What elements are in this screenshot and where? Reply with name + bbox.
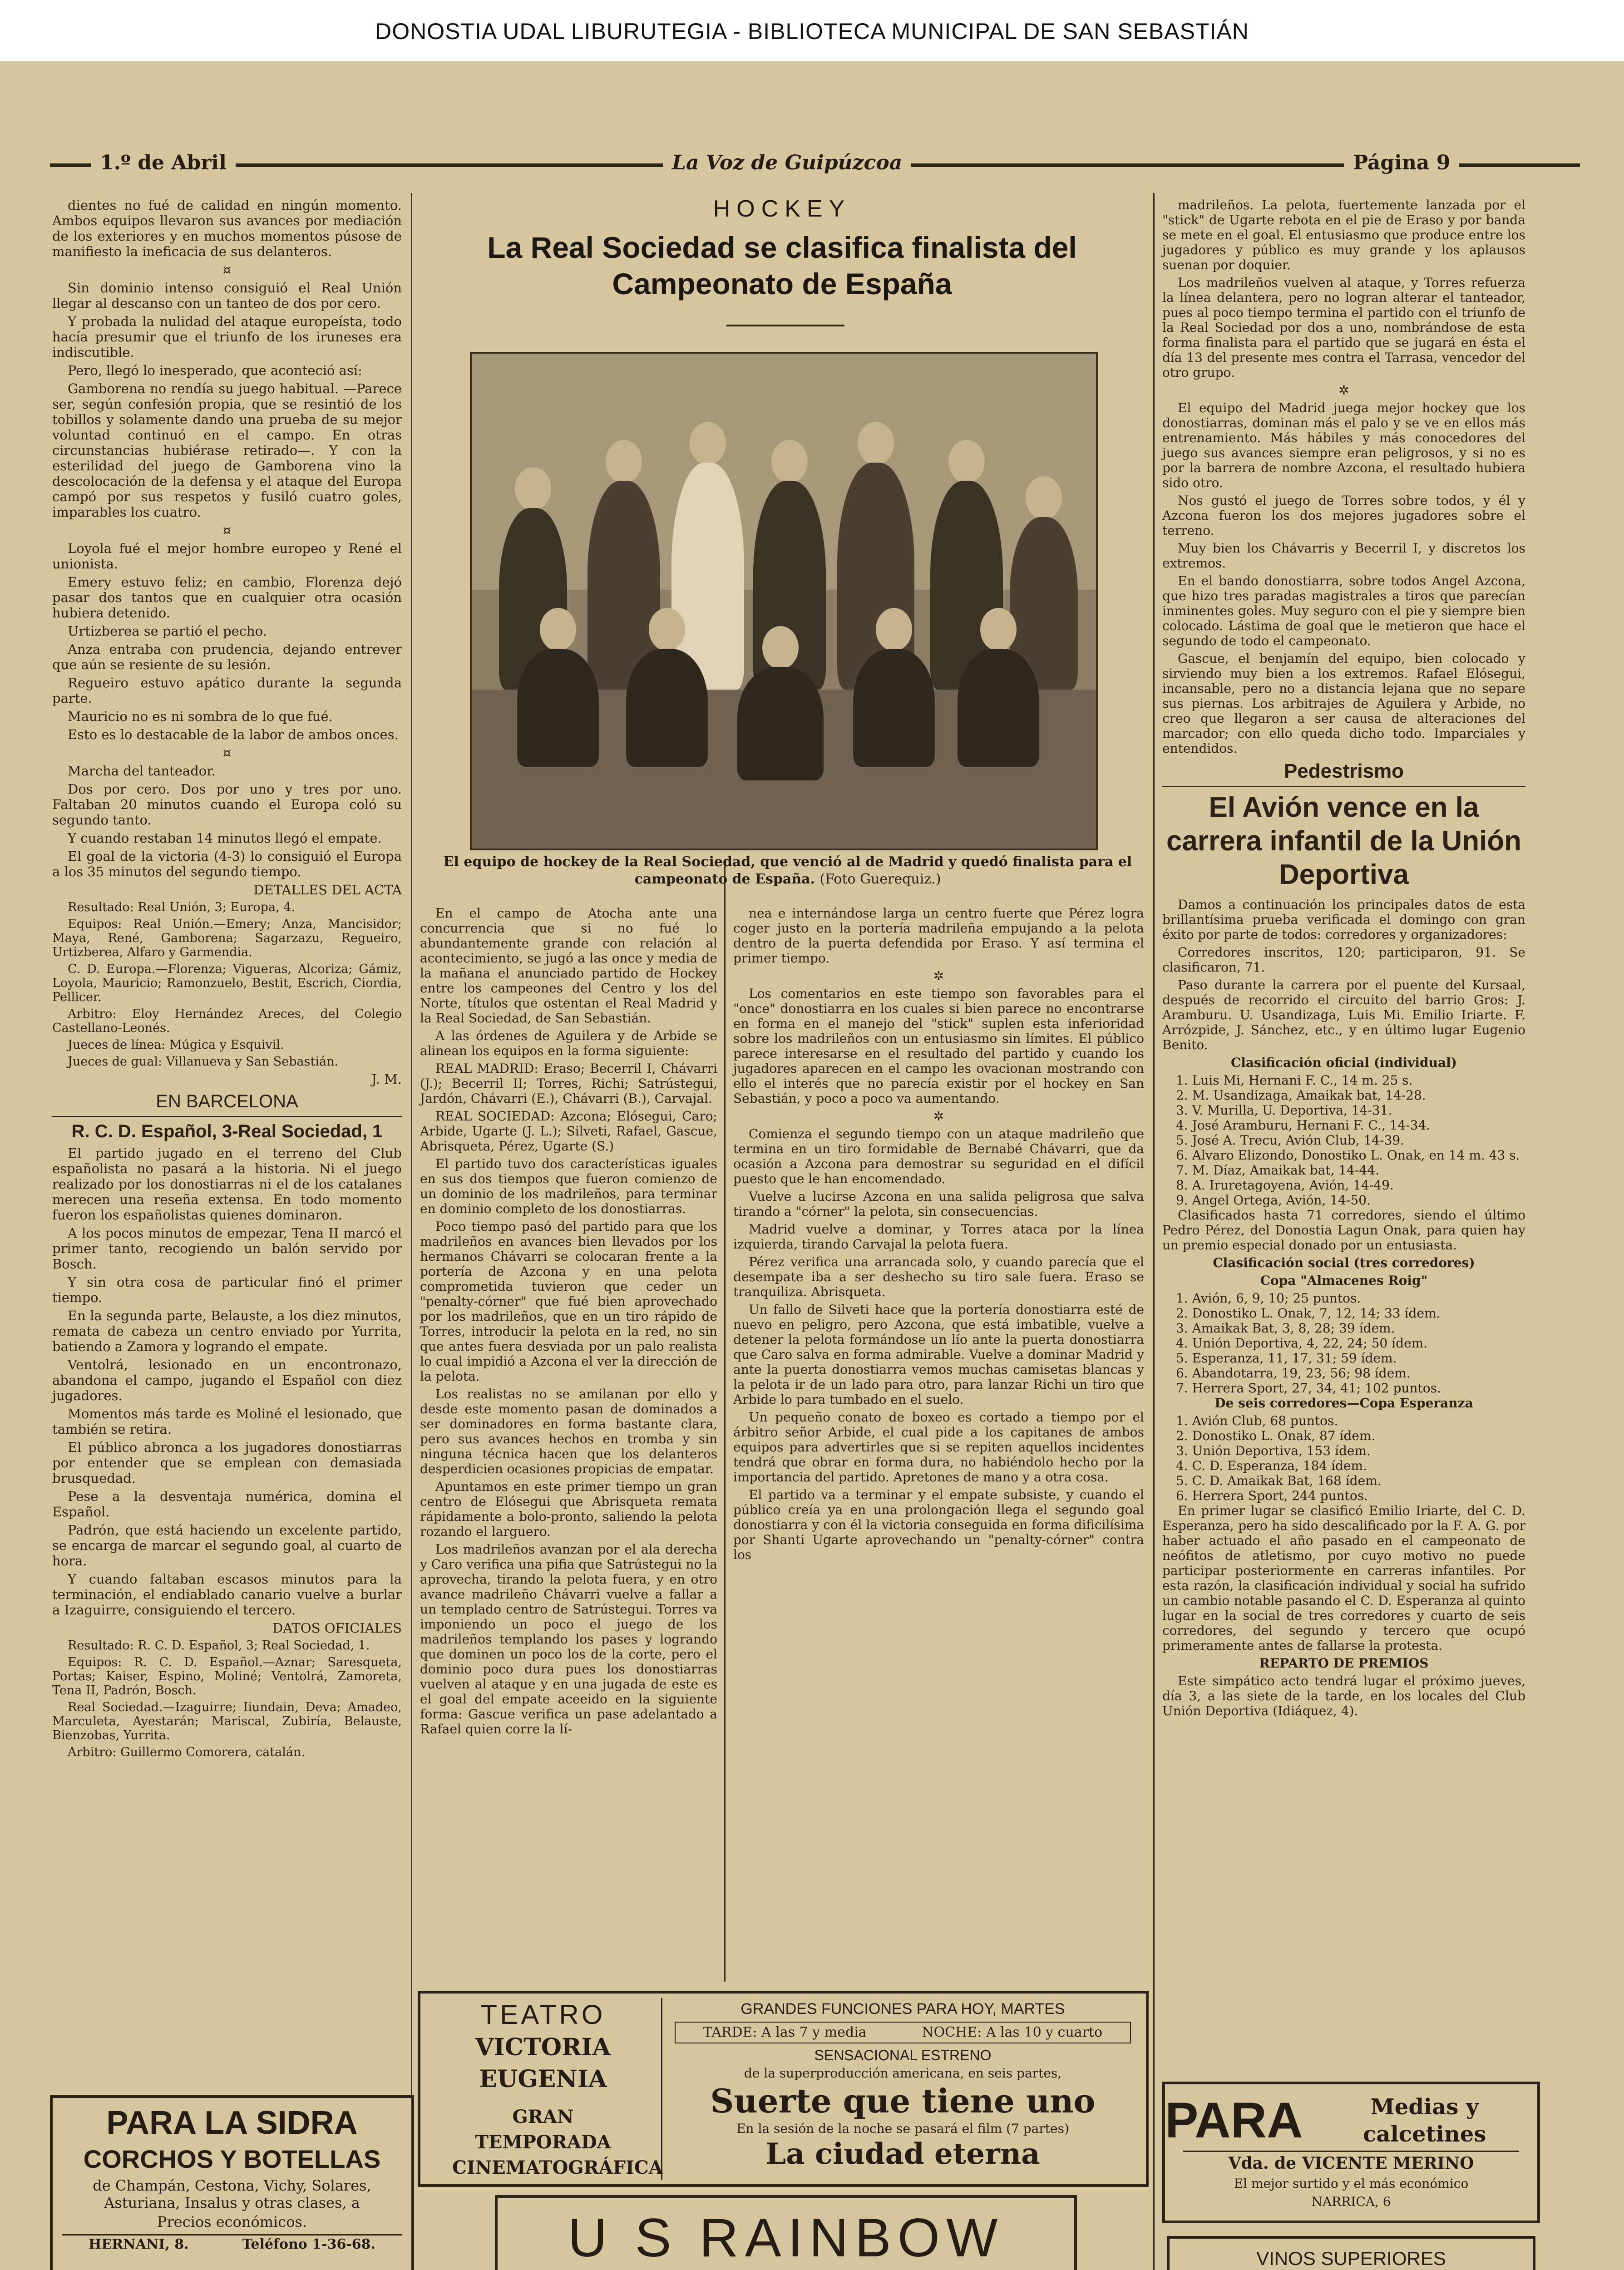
ad-teatro-afternoon: TARDE: A las 7 y media xyxy=(703,2024,867,2040)
article-paragraph: A los pocos minutos de empezar, Tena II marcó el primer tanto, recogiendo un balón servido por Bosch. xyxy=(52,1225,402,1272)
article-paragraph: Gascue, el benjamín del equipo, bien colocado y sirviendo muy bien a los extremos. Rafael Elósegui, incansable, pero no a distancia lejana que no separe sus piernas. Los arbitrajes de Aguilera y Arbide, no creo que llegaron a ser causa de alteraciones del marcador; con ello queda dicho todo. Imparciales y entendidos. xyxy=(1162,651,1525,756)
article-paragraph: Mauricio no es ni sombra de lo que fué. xyxy=(68,709,333,724)
ad-sidra-address: HERNANI, 8. xyxy=(89,2236,189,2252)
library-banner: DONOSTIA UDAL LIBURUTEGIA - BIBLIOTECA MUNICIPAL DE SAN SEBASTIÁN xyxy=(375,19,1249,44)
player-head xyxy=(876,608,912,651)
article-paragraph: Resultado: R. C. D. Español, 3; Real Sociedad, 1. xyxy=(68,1638,370,1653)
ad-rainbow-brand: U S RAINBOW xyxy=(568,2207,1004,2268)
author-signature: J. M. xyxy=(371,1071,402,1087)
ad-sidra-title: PARA LA SIDRA xyxy=(106,2105,358,2141)
article-headline: R. C. D. Español, 3-Real Sociedad, 1 xyxy=(52,1116,402,1143)
article-paragraph: En el bando donostiarra, sobre todos Angel Azcona, que hizo tres paradas magistrales a tiros que parecían inminentes goles. Muy seguro con el pie y siempre bien colocado. Lástima de goal que le metieron que hace el segundo de todo el campeonato. xyxy=(1162,573,1525,648)
newspaper-page xyxy=(0,61,1624,2270)
player-head xyxy=(690,422,726,465)
article-paragraph: nea e internándose larga un centro fuerte que Pérez logra coger justo en la portería madrileña empujando a la pelota dentro de la puerta defendida por Eraso. Y así termina el primer tiempo. xyxy=(733,906,1144,966)
ad-gabarain xyxy=(1167,2236,1535,2270)
separator: ¤ xyxy=(222,523,232,538)
ad-sidra xyxy=(50,2095,414,2270)
classification-row: 1. Luis Mi, Hernani F. C., 14 m. 25 s. xyxy=(1176,1073,1413,1088)
player-head xyxy=(1026,476,1062,519)
article-paragraph: Vuelve a lucirse Azcona en una salida peligrosa que salva tirando a "córner" la pelota, sin consecuencias. xyxy=(733,1189,1144,1219)
article-paragraph: Y cuando faltaban escasos minutos para la terminación, el endiablado canario vuelve a burlar a Izaguirre, consiguiendo el tercero. xyxy=(52,1571,402,1618)
classification-row: 2. M. Usandizaga, Amaikak bat, 14-28. xyxy=(1176,1088,1426,1103)
article-paragraph: Esto es lo destacable de la labor de ambos onces. xyxy=(68,727,399,742)
article-paragraph: Pérez verifica una arrancada solo, y cuando parecía que el desempate iba a ser deshecho su tiro sale fuera. Eraso se tranquiliza. Abrisqueta. xyxy=(733,1254,1144,1299)
article-paragraph: Momentos más tarde es Moliné el lesionado, que también se retira. xyxy=(52,1406,402,1437)
ad-teatro-film2: La ciudad eterna xyxy=(765,2137,1040,2171)
article-paragraph: Comienza el segundo tiempo con un ataque madrileño que termina en un tiro formidable de Bernabé Chávarri, que da ocasión a Azcona para demostrar su seguridad en el difícil puesto que le han encomendado. xyxy=(733,1126,1144,1186)
classification-row: 4. C. D. Esperanza, 184 ídem. xyxy=(1176,1458,1367,1473)
player-figure xyxy=(626,649,708,767)
article-paragraph: dientes no fué de calidad en ningún momento. Ambos equipos llevaron sus avances por mediación de los exteriores y en muchos momentos púsose de manifiesto la ineficacia de sus delanteros. xyxy=(52,197,402,259)
ad-teatro-premiere: SENSACIONAL ESTRENO xyxy=(814,2047,992,2063)
article-paragraph: Arbitro: Guillermo Comorera, catalán. xyxy=(68,1745,305,1759)
classification-title: Clasificación oficial (individual) xyxy=(1230,1055,1457,1070)
article-paragraph: Padrón, que está haciendo un excelente partido, se encarga de marcar el segundo goal, al cuarto de hora. xyxy=(52,1522,402,1569)
article-paragraph: Dos por cero. Dos por uno y tres por uno. Faltaban 20 minutos cuando el Europa coló su segundo tanto. xyxy=(52,781,402,828)
article-paragraph: El público abronca a los jugadores donostiarras por entender que se emplean con demasiada brusquedad. xyxy=(52,1440,402,1486)
classification-row: 3. Unión Deportiva, 153 ídem. xyxy=(1176,1443,1371,1458)
player-figure xyxy=(737,667,824,780)
classification-title: De seis corredores—Copa Esperanza xyxy=(1214,1396,1473,1411)
article-paragraph: Corredores inscritos, 120; participaron, 91. Se clasificaron, 71. xyxy=(1162,945,1525,975)
article-paragraph: Urtizberea se partió el pecho. xyxy=(68,623,267,639)
article-paragraph: Gamborena no rendía su juego habitual. —Parece ser, según confesión propia, que se resintió de los tobillos y solamente dando una prueba de su mejor voluntad continuó en el campo. En otras circunstancias hubiérase retirado—. Y con la esterilidad del juego de Gamborena vino la descolocación de la defensa y el ataque del Europa campó por sus respetos y fusiló cuatro goles, imparables los cuatro. xyxy=(52,381,402,520)
ad-rainbow xyxy=(495,2195,1077,2270)
article-paragraph: Madrid vuelve a dominar, y Torres ataca por la línea izquierda, tirando Carvajal la pelota fuera. xyxy=(733,1222,1144,1252)
classification-list-six xyxy=(1162,1413,1525,1503)
article-paragraph: Regueiro estuvo apático durante la segunda parte. xyxy=(52,675,402,706)
player-head xyxy=(762,626,799,669)
classification-row: 2. Donostiko L. Onak, 7, 12, 14; 33 ídem. xyxy=(1176,1306,1441,1321)
article-paragraph: En el campo de Atocha ante una concurrencia que si no fué lo abundantemente grande con relación al acontecimiento, se jugó a las once y media de la mañana el anunciado partido de Hockey entre los campeones del Centro y los del Norte, títulos que ostentan el Real Madrid y la Real Sociedad, de San Sebastián. xyxy=(420,906,717,1026)
article-paragraph: C. D. Europa.—Florenza; Vigueras, Alcoriza; Gámiz, Loyola, Mauricio; Ramonzuelo, Bestit, Escrich, Ciordia, Pellicer. xyxy=(52,962,402,1004)
article-paragraph: Paso durante la carrera por el puente del Kursaal, después de recorrido el circuito del barrio Gros: J. Aramburu. U. Usandizaga, Luis Mi. Emilio Iriarte. F. Arrózpide, J. Sánchez, etc., y en último lugar Eugenio Benito. xyxy=(1162,977,1525,1052)
article-paragraph: Damos a continuación los principales datos de esta brillantísima prueba verificada el domingo con gran éxito por parte de todos: corredores y organizadores: xyxy=(1162,897,1525,942)
section-kicker-pedestrismo: Pedestrismo xyxy=(1162,759,1525,787)
classification-list-individual xyxy=(1162,1073,1525,1208)
classification-row: 5. C. D. Amaikak Bat, 168 ídem. xyxy=(1176,1473,1382,1488)
article-paragraph: Jueces de gual: Villanueva y San Sebastián. xyxy=(68,1055,339,1069)
classification-row: 6. Alvaro Elizondo, Donostiko L. Onak, en 14 m. 43 s. xyxy=(1176,1148,1520,1163)
ad-merino-slogan: El mejor surtido y el más económico xyxy=(1234,2176,1469,2191)
article-paragraph: Y cuando restaban 14 minutos llegó el empate. xyxy=(68,830,382,846)
article-paragraph: El goal de la victoria (4-3) lo consiguió el Europa a los 35 minutos del segundo tiempo. xyxy=(52,849,402,879)
classification-row: 5. Esperanza, 11, 17, 31; 59 ídem. xyxy=(1176,1351,1397,1366)
article-paragraph: madrileños. La pelota, fuertemente lanzada por el "stick" de Ugarte rebota en el pie de Eraso y por banda se mete en el goal. El entusiasmo que produce entre los jugadores y público es muy grande y los aplausos suenan por doquier. xyxy=(1162,197,1525,272)
ad-teatro-name: VICTORIA EUGENIA xyxy=(475,2033,611,2093)
section-subheading: REPARTO DE PREMIOS xyxy=(1259,1656,1429,1671)
article-paragraph: El partido tuvo dos características iguales en sus dos tiempos que fueron comienzo de un dominio de los madrileños, para terminar en dominio completo de los donostiarras. xyxy=(420,1156,717,1216)
classification-row: 5. José A. Trecu, Avión Club, 14-39. xyxy=(1176,1133,1405,1148)
classification-row: 3. V. Murilla, U. Deportiva, 14-31. xyxy=(1176,1103,1392,1118)
article-paragraph: Los madrileños vuelven al ataque, y Torres refuerza la línea delantera, pero no logran alterar el tanteador, pues al poco tiempo termina el partido con el triunfo de la Real Sociedad por dos a uno, nombrándose de esta forma finalista para el partido que se jugará en ésta el día 13 del presente mes contra el Tarrasa, vencedor del otro grupo. xyxy=(1162,275,1525,380)
classification-row: 1. Avión, 6, 9, 10; 25 puntos. xyxy=(1176,1291,1361,1306)
article-paragraph: REAL SOCIEDAD: Azcona; Elósegui, Caro; Arbide, Ugarte (J. L.); Silveti, Rafael, Gascue, Abrisqueta, Pérez, Ugarte (S.) xyxy=(420,1109,717,1154)
ad-merino-shop: Vda. de VICENTE MERINO xyxy=(1183,2151,1519,2175)
article-paragraph: Y sin otra cosa de particular finó el primer tiempo. xyxy=(52,1274,402,1305)
section-kicker: HOCKEY xyxy=(713,196,851,222)
article-paragraph: Real Sociedad.—Izaguirre; Iiundain, Deva; Amadeo, Marculeta, Ayestarán; Mariscal, Zubiría, Belauste, Bienzobas, Yurrita. xyxy=(52,1700,402,1742)
library-banner-bar xyxy=(0,0,1624,61)
masthead-paper: La Voz de Guipúzcoa xyxy=(663,151,911,183)
article-paragraph: El equipo del Madrid juega mejor hockey que los donostiarras, dominan más el palo y se ve en ellos más entrenamiento. Más hábiles y más conocedores del juego sus avances siempre eran peligrosos, y si no es por la barrera de nombre Azcona, el resultado hubiera sido otro. xyxy=(1162,400,1525,490)
classification-row: 2. Donostiko L. Onak, 87 ídem. xyxy=(1176,1428,1376,1443)
classification-title: Clasificación social (tres corredores) xyxy=(1213,1255,1475,1270)
section-subheading: DETALLES DEL ACTA xyxy=(253,882,402,898)
article-paragraph: Un pequeño conato de boxeo es cortado a tiempo por el árbitro señor Arbide, el cual pide a los capitanes de ambos equipos para advertirles que si se repiten aquellos incidentes tendrá que obrar en forma dura, no habiéndolo hecho por la importancia del partido. Apretones de mano y a otra cosa. xyxy=(733,1410,1144,1485)
player-head xyxy=(948,440,985,483)
article-paragraph: El partido jugado en el terreno del Club españolista no pasará a la historia. Ni el juego realizado por los donostiarras ni el de los catalanes merecen una reseña extensa. En todo momento fueron los españolistas quienes dominaron. xyxy=(52,1145,402,1223)
photo-caption xyxy=(427,854,1149,888)
ad-sidra-subtitle: CORCHOS Y BOTELLAS xyxy=(83,2145,381,2173)
ad-teatro-season: GRAN TEMPORADA CINEMATOGRÁFICA xyxy=(452,2106,663,2178)
article-paragraph: Marcha del tanteador. xyxy=(68,763,216,779)
separator: ✲ xyxy=(1338,383,1349,398)
column-2 xyxy=(420,906,717,1739)
column-1 xyxy=(52,197,402,1762)
hockey-headline: La Real Sociedad se clasifica finalista del Campeonato de España xyxy=(487,231,1077,301)
photo-credit: (Foto Guerequiz.) xyxy=(819,871,941,887)
player-head xyxy=(858,422,894,465)
ad-sidra-text: de Champán, Cestona, Vichy, Solares, Asturiana, Insalus y otras clases, a xyxy=(93,2177,371,2211)
ad-sidra-phone: Teléfono 1-36-68. xyxy=(242,2236,375,2252)
column-3 xyxy=(733,906,1144,1565)
classification-row: 7. Herrera Sport, 27, 34, 41; 102 puntos. xyxy=(1176,1381,1441,1396)
classification-list-social xyxy=(1162,1291,1525,1396)
article-paragraph: Pese a la desventaja numérica, domina el Español. xyxy=(52,1489,402,1520)
article-paragraph: Ventolrá, lesionado en un encontronazo, abandona el campo, jugando el Español con diez jugadores. xyxy=(52,1357,402,1403)
ad-teatro-film1: Suerte que tiene uno xyxy=(710,2082,1096,2120)
article-paragraph: Equipos: R. C. D. Español.—Aznar; Saresqueta, Portas; Kaiser, Espino, Moliné; Ventolrá, Zamoreta, Tena II, Padrón, Bosch. xyxy=(52,1655,402,1698)
classification-subtitle: Copa "Almacenes Roig" xyxy=(1260,1273,1428,1288)
article-paragraph: Loyola fué el mejor hombre europeo y René el unionista. xyxy=(52,541,402,572)
pedestrismo-headline: El Avión vence en la carrera infantil de la Unión Deportiva xyxy=(1166,792,1522,890)
article-paragraph: Apuntamos en este primer tiempo un gran centro de Elósegui que Abrisqueta remata rápidamente a bolo-pronto, saliendo la pelota rozando el larguero. xyxy=(420,1479,717,1539)
article-paragraph: En la segunda parte, Belauste, a los diez minutos, remata de cabeza un centro enviado por Yurrita, batiendo a Zamora y logrando el empate. xyxy=(52,1308,402,1354)
article-paragraph: A las órdenes de Aguilera y de Arbide se alinean los equipos en la forma siguiente: xyxy=(420,1028,717,1058)
ad-merino-product: Medias y calcetines xyxy=(1363,2094,1486,2147)
article-paragraph: Poco tiempo pasó del partido para que los madrileños en avances bien llevados por los hermanos Chávarri se colocaran frente a la portería de Azcona y en una pelota comprometida tuvieron que ceder un "penalty-córner" que fué bien aprovechado por los madrileños, que en un tiro rápido de Torres, introducir la pelota en la red, no sin que antes fuera desviada por un palo realista lo cual impidió a Azcona el ver la dirección de la pelota. xyxy=(420,1219,717,1384)
article-paragraph: Arbitro: Eloy Hernández Areces, del Colegio Castellano-Leonés. xyxy=(52,1007,402,1035)
ad-sidra-prices: Precios económicos. xyxy=(157,2213,307,2231)
player-head xyxy=(515,467,551,510)
ad-teatro-night: NOCHE: A las 10 y cuarto xyxy=(922,2024,1103,2040)
classification-row: 1. Avión Club, 68 puntos. xyxy=(1176,1413,1338,1428)
headline-rule xyxy=(726,325,844,326)
ad-merino-address: NARRICA, 6 xyxy=(1311,2194,1391,2209)
masthead-page: Página 9 xyxy=(1344,151,1459,183)
ad-gabarain-kicker: VINOS SUPERIORES xyxy=(1256,2248,1446,2269)
separator: ¤ xyxy=(222,262,232,277)
separator: ¤ xyxy=(222,745,232,760)
column-4 xyxy=(1162,197,1525,1721)
ad-teatro-heading: GRANDES FUNCIONES PARA HOY, MARTES xyxy=(740,2000,1065,2018)
article-paragraph: Muy bien los Chávarris y Becerril I, y discretos los extremos. xyxy=(1162,541,1525,571)
ad-teatro-desc: de la superproducción americana, en seis partes, xyxy=(744,2066,1062,2081)
classification-row: 4. Unión Deportiva, 4, 22, 24; 50 ídem. xyxy=(1176,1336,1428,1351)
column-rule xyxy=(1153,193,1155,2270)
player-figure xyxy=(853,649,935,767)
article-paragraph: Anza entraba con prudencia, dejando entrever que aún se resiente de su lesión. xyxy=(52,642,402,672)
separator: ✲ xyxy=(933,968,944,983)
ad-merino-kicker: PARA xyxy=(1165,2092,1303,2148)
player-figure xyxy=(517,649,599,767)
article-paragraph: El partido va a terminar y el empate subsiste, y cuando el público creía ya en una prolongación llega el segundo goal donostiarra y con él la victoria conseguida en forma dificilísima por Shanti Ugarte aprovechando un "penalty-córner" contra los xyxy=(733,1487,1144,1562)
article-paragraph: Los madrileños avanzan por el ala derecha y Caro verifica una pifia que Satrústegui no la aprovecha, tirando la pelota fuera, y en otro avance madrileño Chávarri vuelve a fallar a un templado centro de Satrústegui. Torres va imponiendo un poco el juego de los madrileños templando los pases y logrando que dominen un poco los de la corte, pero el dominio poco dura pues los donostiarras vuelven al ataque y en una jugada de este es el goal del empate aceeido en la siguiente forma: Gascue verifica un pase adelantado a Rafael quien corre la lí- xyxy=(420,1542,717,1737)
article-paragraph: Clasificados hasta 71 corredores, siendo el último Pedro Pérez, del Donostia Lagun Onak, para quien hay un premio especial donado por un entusiasta. xyxy=(1162,1208,1525,1253)
section-heading: EN BARCELONA xyxy=(156,1091,298,1111)
classification-row: 4. José Aramburu, Hernani F. C., 14-34. xyxy=(1176,1118,1431,1133)
classification-row: 9. Angel Ortega, Avión, 14-50. xyxy=(1176,1193,1371,1208)
player-figure xyxy=(958,649,1039,767)
player-head xyxy=(771,440,808,483)
article-paragraph: Los realistas no se amilanan por ello y desde este momento pasan de dominados a ser dominadores en forma bastante clara, pero sus avances hechos en tromba y sin ninguna técnica hacen que los delanteros desperdicien ocasiones propicias de empatar. xyxy=(420,1387,717,1476)
article-paragraph: Sin dominio intenso consiguió el Real Unión llegar al descanso con un tanteo de dos por cero. xyxy=(52,280,402,311)
caption-text: El equipo de hockey de la Real Sociedad, que venció al de Madrid y quedó finalista para el campeonato de España. xyxy=(443,854,1132,887)
article-paragraph: Resultado: Real Unión, 3; Europa, 4. xyxy=(68,900,295,914)
team-photo xyxy=(470,352,1098,850)
article-paragraph: En primer lugar se clasificó Emilio Iriarte, del C. D. Esperanza, pero ha sido descalificado por la F. A. G. por haber actuado el año pasado en el campeonato de neófitos de atletismo, por cuyo motivo no puede participar posteriormente en carreras infantiles. Por esta razón, la clasificación individual y social ha sufrido un cambio notable pasando el C. D. Esperanza al quinto lugar en la social de tres corredores y cuarto de seis corredores, del segundo y tercero que ocupó primeramente antes de fallarse la protesta. xyxy=(1162,1503,1525,1653)
article-paragraph: Un fallo de Silveti hace que la portería donostiarra esté de nuevo en peligro, pero Azcona, que está imbatible, vuelve a detener la pelota formándose un lío ante la puerta donostiarra que Caro salva en forma admirable. Vuelve a dominar Madrid y ante la puerta donostiarra vemos muchas camisetas blancas y la pelota ir de un lado para otro, para lanzar Richi un tiro que Arbide lo para tumbado en el suelo. xyxy=(733,1302,1144,1407)
classification-row: 8. A. Iruretagoyena, Avión, 14-49. xyxy=(1176,1178,1394,1193)
article-paragraph: Los comentarios en este tiempo son favorables para el "once" donostiarra en los cuales si bien parece no encontrarse en forma en el manejo del "stick" suplen esta inferioridad sobre los madrileños con un entusiasmo sin límites. El público parece interesarse en el resultado del partido y cuando los jugadores aparecen en el campo les ovacionan mostrando con ello el interés que no parecía existir por el hockey en San Sebastián, y poco a poco va aumentando. xyxy=(733,986,1144,1106)
article-paragraph: Emery estuvo feliz; en cambio, Florenza dejó pasar dos tantos que en cualquier otra ocasión hubiera detenido. xyxy=(52,574,402,621)
article-paragraph: Este simpático acto tendrá lugar el próximo jueves, día 3, a las siete de la tarde, en los locales del Club Unión Deportiva (Idiáquez, 4). xyxy=(1162,1673,1525,1718)
player-head xyxy=(606,440,642,483)
article-paragraph: Equipos: Real Unión.—Emery; Anza, Mancisidor; Maya, René, Gamborena; Sagarzazu, Regueiro, Urtizberea, Alfaro y Garmendia. xyxy=(52,917,402,959)
ad-merino xyxy=(1162,2082,1540,2223)
classification-row: 6. Herrera Sport, 244 puntos. xyxy=(1176,1488,1368,1503)
article-paragraph: Nos gustó el juego de Torres sobre todos, y él y Azcona fueron los dos mejores jugadores sobre el terreno. xyxy=(1162,493,1525,538)
ad-teatro xyxy=(418,1991,1149,2187)
player-head xyxy=(980,608,1017,651)
ad-teatro-night-note: En la sesión de la noche se pasará el film (7 partes) xyxy=(736,2121,1069,2136)
article-paragraph: Pero, llegó lo inesperado, que aconteció así: xyxy=(68,363,362,378)
player-head xyxy=(649,608,685,651)
masthead-date: 1.º de Abril xyxy=(91,151,236,183)
section-subheading: DATOS OFICIALES xyxy=(272,1620,402,1636)
separator: ✲ xyxy=(933,1109,944,1124)
ad-teatro-kicker: TEATRO xyxy=(480,1999,606,2030)
classification-row: 7. M. Díaz, Amaikak bat, 14-44. xyxy=(1176,1163,1379,1178)
article-paragraph: REAL MADRID: Eraso; Becerril I, Chávarri (J.); Becerril II; Torres, Richi; Satrústegui, Jardón, Chávarri (E.), Chávarri (B.), Carvajal. xyxy=(420,1061,717,1106)
classification-row: 3. Amaikak Bat, 3, 8, 28; 39 ídem. xyxy=(1176,1321,1395,1336)
player-head xyxy=(540,608,576,651)
classification-row: 6. Abandotarra, 19, 23, 56; 98 ídem. xyxy=(1176,1366,1411,1381)
column-rule xyxy=(724,860,726,1982)
column-rule xyxy=(411,193,412,2270)
article-paragraph: Jueces de línea: Múgica y Esquivil. xyxy=(68,1038,284,1052)
article-paragraph: Y probada la nulidad del ataque europeísta, todo hacía presumir que el triunfo de los iruneses era indiscutible. xyxy=(52,314,402,360)
